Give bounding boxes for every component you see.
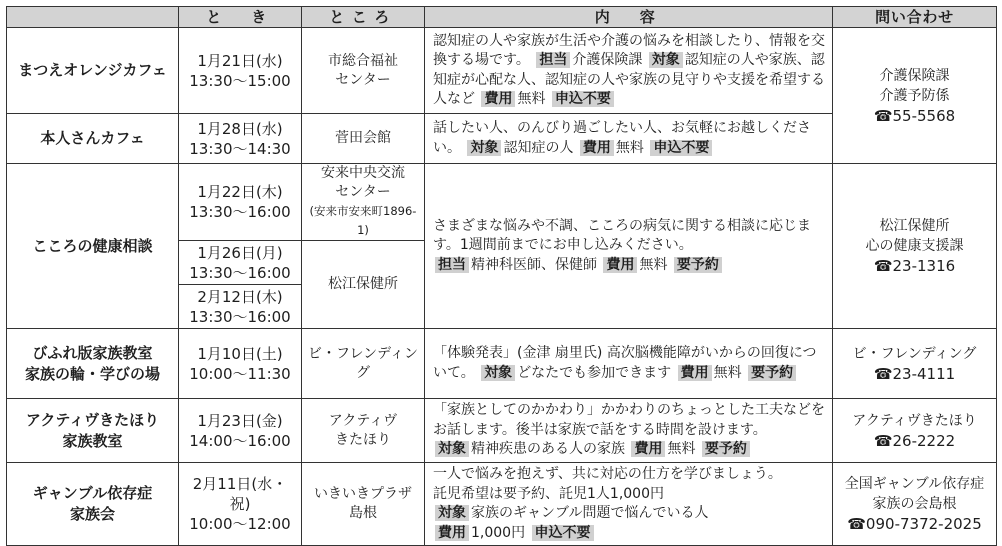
label-no-application: 申込不要 bbox=[532, 525, 594, 541]
event-place bbox=[302, 463, 425, 546]
event-schedule-table bbox=[6, 6, 997, 546]
header-row bbox=[7, 7, 997, 28]
content-text: さまざまな悩みや不調、こころの病気に関する相談に応じます。1週間前までにお申し込みください。 bbox=[433, 217, 811, 254]
event-name bbox=[7, 329, 179, 399]
event-place: 松江保健所 bbox=[302, 241, 425, 329]
contact-cell bbox=[833, 329, 997, 399]
label-reservation-required: 要予約 bbox=[674, 257, 722, 273]
fee-value: 1,000円 bbox=[471, 524, 526, 541]
event-name-line: びふれ版家族教室 bbox=[32, 343, 153, 362]
event-time: 10:00～12:00 bbox=[189, 515, 291, 533]
event-name bbox=[7, 463, 179, 546]
content-text: 一人で悩みを抱えず、共に対応の仕方を学びましょう。 bbox=[433, 466, 782, 482]
taisho-value: 認知症の人や家族、認知症が心配な人、認知症の人や家族の見守りや支援を希望する人など bbox=[433, 52, 825, 107]
event-datetime bbox=[179, 114, 302, 164]
event-place bbox=[302, 399, 425, 463]
event-datetime bbox=[179, 28, 302, 114]
event-datetime bbox=[179, 285, 302, 329]
label-hiyo: 費用 bbox=[481, 91, 515, 107]
label-reservation-required: 要予約 bbox=[702, 441, 750, 457]
label-hiyo: 費用 bbox=[435, 525, 469, 541]
event-name-line: 家族会 bbox=[69, 505, 115, 523]
table-row bbox=[7, 329, 997, 399]
label-taisho: 対象 bbox=[467, 140, 501, 156]
label-taisho: 対象 bbox=[435, 505, 469, 521]
taisho-value: 認知症の人 bbox=[503, 139, 574, 156]
place-line: いきいきプラザ bbox=[314, 486, 412, 502]
contact-line: ビ・フレンディング bbox=[852, 345, 977, 362]
event-content bbox=[425, 399, 833, 463]
content-text: 認知症の人や家族が生活や介護の悩みを相談したり、情報を交換する場です。 bbox=[433, 32, 825, 68]
label-taisho: 対象 bbox=[649, 52, 683, 68]
event-datetime bbox=[179, 241, 302, 285]
fee-free: 無料 bbox=[667, 441, 696, 458]
place-line: 安来中央交流 bbox=[321, 165, 405, 181]
event-content bbox=[425, 164, 833, 329]
event-name-line: ギャンブル依存症 bbox=[32, 484, 153, 502]
event-time: 13:30～16:00 bbox=[189, 203, 291, 221]
contact-line: 松江保健所 bbox=[879, 218, 950, 234]
label-taisho: 対象 bbox=[481, 365, 515, 381]
event-content bbox=[425, 463, 833, 546]
event-time: 14:00～16:00 bbox=[189, 431, 291, 450]
fee-free: 無料 bbox=[615, 139, 644, 156]
place-line: 市総合福祉 bbox=[328, 52, 398, 69]
header-name bbox=[7, 7, 179, 28]
phone-number: ☎23-4111 bbox=[873, 364, 956, 383]
content-text: 託児希望は要予約、託児1人1,000円 bbox=[433, 485, 664, 502]
event-date: 2月12日(木) bbox=[197, 287, 283, 306]
contact-line: 介護予防係 bbox=[879, 87, 950, 104]
event-date: 1月23日(金) bbox=[197, 411, 283, 430]
event-content bbox=[425, 329, 833, 399]
label-taisho: 対象 bbox=[435, 441, 469, 457]
contact-line: 心の健康支援課 bbox=[865, 238, 964, 254]
phone-number: ☎090-7372-2025 bbox=[847, 515, 982, 533]
event-datetime bbox=[179, 164, 302, 241]
contact-cell bbox=[833, 463, 997, 546]
event-date: 1月21日(水) bbox=[197, 51, 283, 70]
label-hiyo: 費用 bbox=[603, 257, 637, 273]
event-time: 13:30～15:00 bbox=[189, 71, 291, 90]
header-place: ところ bbox=[302, 7, 425, 28]
phone-number: ☎55-5568 bbox=[873, 106, 956, 125]
event-name-line: 家族教室 bbox=[62, 431, 123, 450]
table-row bbox=[7, 399, 997, 463]
place-line: センター bbox=[335, 71, 391, 88]
place-line: センター bbox=[335, 184, 391, 200]
event-name: こころの健康相談 bbox=[7, 164, 179, 329]
label-hiyo: 費用 bbox=[678, 365, 712, 381]
label-tanto: 担当 bbox=[536, 52, 570, 68]
event-content bbox=[425, 28, 833, 114]
label-hiyo: 費用 bbox=[580, 140, 614, 156]
table-row bbox=[7, 28, 997, 114]
label-no-application: 申込不要 bbox=[552, 91, 614, 107]
event-date: 1月10日(土) bbox=[197, 344, 283, 363]
table-row bbox=[7, 164, 997, 241]
table-row bbox=[7, 463, 997, 546]
event-datetime bbox=[179, 329, 302, 399]
contact-cell bbox=[833, 28, 997, 164]
event-time: 13:30～14:30 bbox=[189, 139, 291, 158]
contact-cell bbox=[833, 399, 997, 463]
event-name bbox=[7, 399, 179, 463]
event-content bbox=[425, 114, 833, 164]
contact-cell bbox=[833, 164, 997, 329]
event-datetime bbox=[179, 463, 302, 546]
event-time: 10:00～11:30 bbox=[189, 364, 291, 383]
content-text: 話したい人、のんびり過ごしたい人、お気軽にお越しください。 bbox=[433, 120, 811, 156]
content-text: 「体験発表」(金津 扇里氏) 高次脳機能障がいからの回復について。 bbox=[433, 345, 817, 381]
place-line: きたほり bbox=[335, 431, 391, 448]
tanto-value: 介護保険課 bbox=[572, 52, 643, 68]
event-place: ビ・フレンディング bbox=[302, 329, 425, 399]
taisho-value: 精神疾患のある人の家族 bbox=[471, 441, 625, 458]
taisho-value: 家族のギャンブル問題で悩んでいる人 bbox=[471, 505, 709, 521]
event-name: まつえオレンジカフェ bbox=[7, 28, 179, 114]
event-datetime bbox=[179, 399, 302, 463]
fee-free: 無料 bbox=[639, 256, 668, 273]
event-time: 13:30～16:00 bbox=[189, 263, 291, 282]
event-name-line: 家族の輪・学びの場 bbox=[24, 364, 160, 383]
label-hiyo: 費用 bbox=[631, 441, 665, 457]
tanto-value: 精神科医師、保健師 bbox=[471, 256, 597, 273]
event-place bbox=[302, 164, 425, 241]
event-date: 1月22日(木) bbox=[197, 183, 283, 201]
event-place bbox=[302, 28, 425, 114]
contact-line: 介護保険課 bbox=[879, 67, 950, 84]
fee-free: 無料 bbox=[713, 364, 742, 381]
contact-line: 全国ギャンブル依存症 bbox=[844, 476, 985, 492]
phone-number: ☎23-1316 bbox=[873, 257, 956, 275]
place-address: (安来市安来町1896-1) bbox=[309, 204, 417, 237]
contact-line: アクティヴきたほり bbox=[852, 412, 977, 429]
taisho-value: どなたでも参加できます bbox=[517, 364, 672, 381]
header-time: と き bbox=[179, 7, 302, 28]
content-text: 「家族としてのかかわり」かかわりのちょっとした工夫などをお話します。後半は家族で話をする時間を設けます。 bbox=[433, 402, 825, 438]
event-time: 13:30～16:00 bbox=[189, 307, 291, 326]
event-date: 2月11日(水・祝) bbox=[192, 475, 288, 513]
phone-number: ☎26-2222 bbox=[873, 431, 956, 450]
event-date: 1月26日(月) bbox=[197, 243, 283, 262]
event-place: 菅田会館 bbox=[302, 114, 425, 164]
label-tanto: 担当 bbox=[435, 257, 469, 273]
fee-free: 無料 bbox=[517, 91, 546, 107]
place-line: 島根 bbox=[349, 505, 377, 521]
event-name: 本人さんカフェ bbox=[7, 114, 179, 164]
header-contact: 問い合わせ bbox=[833, 7, 997, 28]
place-line: アクティヴ bbox=[328, 412, 398, 429]
header-content: 内 容 bbox=[425, 7, 833, 28]
label-no-application: 申込不要 bbox=[650, 140, 712, 156]
contact-line: 家族の会島根 bbox=[872, 496, 957, 512]
event-name-line: アクティヴきたほり bbox=[25, 410, 160, 429]
event-date: 1月28日(水) bbox=[197, 119, 283, 138]
label-reservation-required: 要予約 bbox=[748, 365, 796, 381]
